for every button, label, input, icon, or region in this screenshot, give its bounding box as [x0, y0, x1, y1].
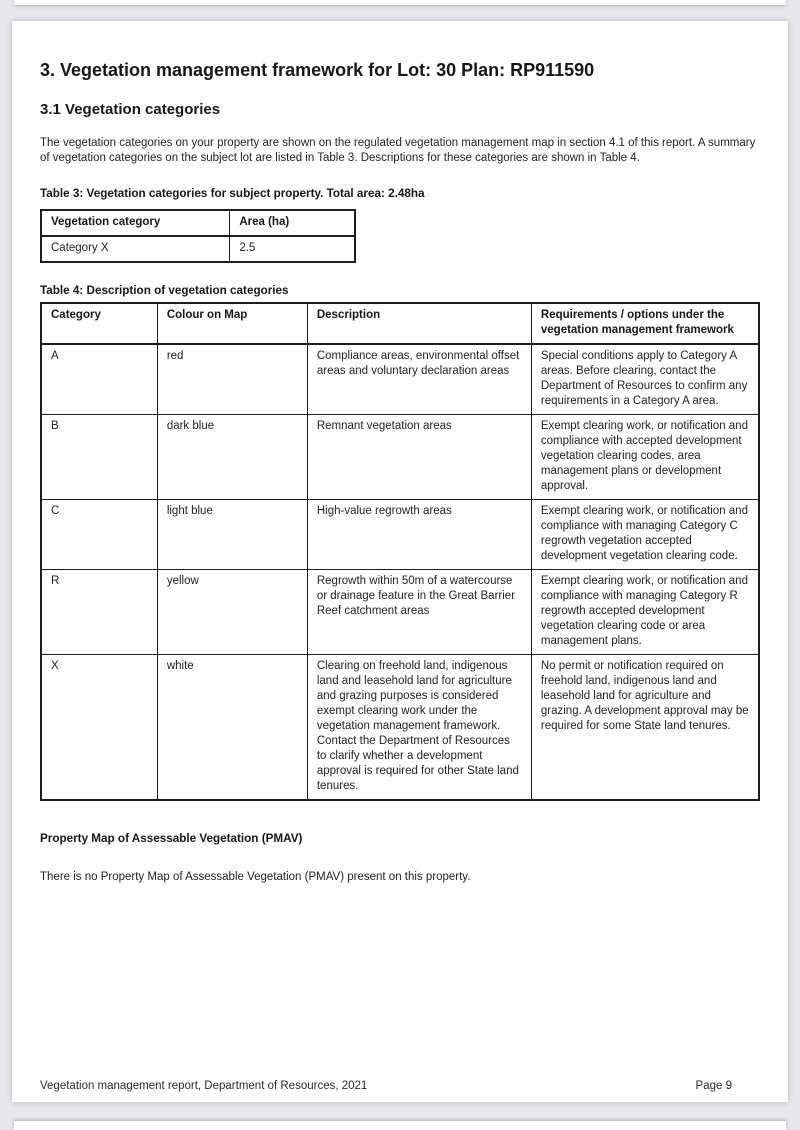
page-content	[12, 21, 788, 885]
pmav-heading: Property Map of Assessable Vegetation (PMAV)	[40, 832, 303, 845]
table-row	[41, 415, 759, 500]
intro-paragraph: The vegetation categories on your property are shown on the regulated vegetation management map in section 4.1 of this report. A summary of vegetation categories on the subject lot are listed in Table 3. Descriptions for these categories are shown in Table 4.	[40, 137, 756, 164]
table4-header-requirements: Requirements / options under the vegetation management framework	[531, 303, 759, 344]
document-page	[12, 21, 788, 1102]
table4-cell-category: C	[41, 500, 157, 570]
table4-cell-category: A	[41, 344, 157, 415]
table4-header-row	[41, 303, 759, 344]
table-row	[41, 500, 759, 570]
table3	[40, 209, 356, 263]
table-row	[41, 655, 759, 801]
table4-cell-category: R	[41, 570, 157, 655]
table4-cell-requirements: Exempt clearing work, or notification and compliance with managing Category R regrowth accepted development vegetation clearing code or area management plans.	[531, 570, 759, 655]
table4-cell-colour: white	[157, 655, 307, 801]
table4-header-colour: Colour on Map	[157, 303, 307, 344]
table4-cell-category: B	[41, 415, 157, 500]
table4	[40, 302, 760, 801]
table4-cell-requirements: Exempt clearing work, or notification and compliance with accepted development vegetation clearing codes, area management plans or development approval.	[531, 415, 759, 500]
table4-cell-requirements: Exempt clearing work, or notification and compliance with managing Category C regrowth vegetation accepted development vegetation clearing code.	[531, 500, 759, 570]
next-page-edge	[14, 1121, 786, 1130]
table4-cell-description: Remnant vegetation areas	[307, 415, 531, 500]
pmav-text: There is no Property Map of Assessable Vegetation (PMAV) present on this property.	[40, 871, 471, 883]
page-title: 3. Vegetation management framework for Lot: 30 Plan: RP911590	[40, 60, 595, 80]
table4-cell-colour: dark blue	[157, 415, 307, 500]
table-row	[41, 236, 355, 262]
table4-cell-colour: red	[157, 344, 307, 415]
table3-caption: Table 3: Vegetation categories for subject property. Total area: 2.48ha	[40, 187, 425, 200]
table4-cell-colour: yellow	[157, 570, 307, 655]
table3-cell-category: Category X	[41, 236, 230, 262]
table4-cell-category: X	[41, 655, 157, 801]
table4-cell-description: High-value regrowth areas	[307, 500, 531, 570]
table-row	[41, 570, 759, 655]
table4-caption: Table 4: Description of vegetation categories	[40, 284, 289, 297]
footer-report-title: Vegetation management report, Department of Resources, 2021	[40, 1080, 368, 1092]
table4-header-category: Category	[41, 303, 157, 344]
table4-cell-description: Clearing on freehold land, indigenous land and leasehold land for agriculture and grazing purposes is considered exempt clearing work under the vegetation management framework. Contact the Department of Resources to clarify whether a development approval is required for other State land tenures.	[307, 655, 531, 801]
table4-cell-description: Regrowth within 50m of a watercourse or drainage feature in the Great Barrier Reef catchment areas	[307, 570, 531, 655]
table3-cell-area: 2.5	[230, 236, 355, 262]
table3-header-row	[41, 210, 355, 236]
page-footer	[40, 1079, 732, 1093]
previous-page-edge	[14, 0, 786, 5]
table4-cell-description: Compliance areas, environmental offset areas and voluntary declaration areas	[307, 344, 531, 415]
table3-header-vegetation-category: Vegetation category	[41, 210, 230, 236]
table3-header-area: Area (ha)	[230, 210, 355, 236]
table4-cell-colour: light blue	[157, 500, 307, 570]
table-row	[41, 344, 759, 415]
table4-header-description: Description	[307, 303, 531, 344]
section-heading: 3.1 Vegetation categories	[40, 101, 221, 118]
table4-cell-requirements: Special conditions apply to Category A areas. Before clearing, contact the Department of Resources to confirm any requirements in a Category A area.	[531, 344, 759, 415]
footer-page-number: Page 9	[695, 1080, 732, 1092]
table4-cell-requirements: No permit or notification required on freehold land, indigenous land and leasehold land for agriculture and grazing. A development approval may be required for some State land tenures.	[531, 655, 759, 801]
